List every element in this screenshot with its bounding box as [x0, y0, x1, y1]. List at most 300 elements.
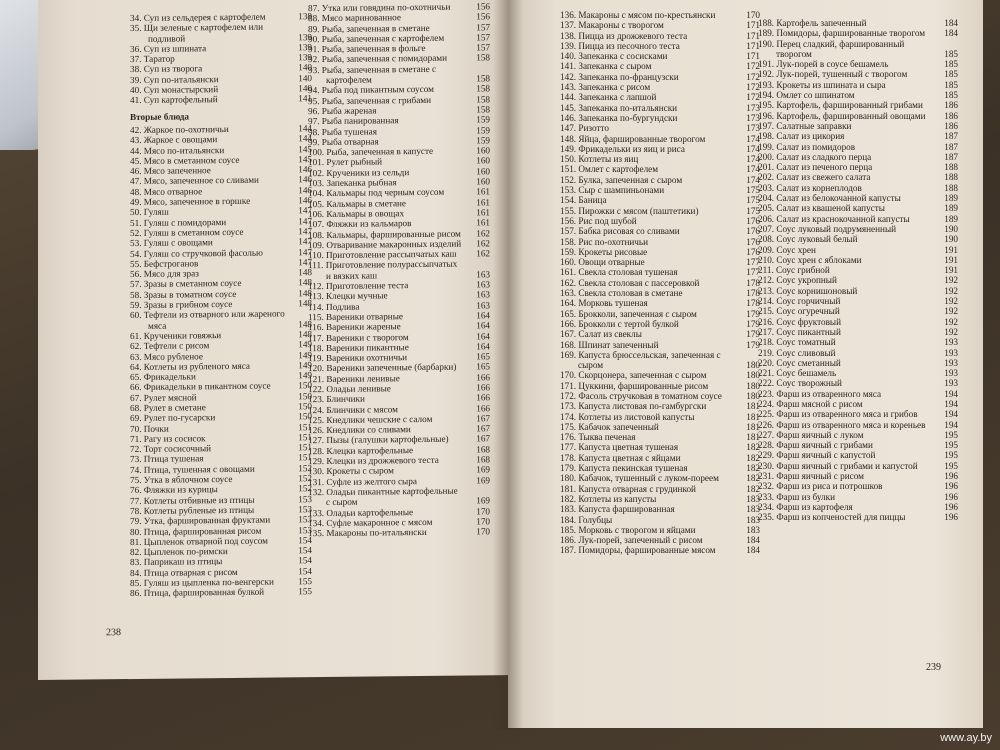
toc-entry-text: Брокколи, запеченная с сыром	[578, 308, 697, 319]
toc-entry	[560, 226, 760, 236]
toc-entry-title	[758, 39, 932, 60]
toc-entry-page: 184	[746, 535, 760, 546]
toc-entry-title	[560, 370, 734, 380]
toc-entry-page: 139	[298, 52, 312, 63]
toc-entry-page: 194	[944, 409, 958, 420]
toc-entry-page: 160	[476, 155, 490, 166]
toc-entry	[758, 481, 958, 491]
toc-entry-text: Запеканка с рисом	[578, 82, 651, 93]
toc-entry-number: 170.	[560, 370, 577, 381]
toc-entry-number: 49.	[130, 196, 142, 208]
toc-entry-text: Салат из печеного перца	[776, 162, 873, 173]
toc-entry-title	[130, 94, 286, 106]
toc-entry	[560, 51, 760, 61]
toc-entry-number: 99.	[308, 136, 320, 148]
toc-entry-text: Соус горчичный	[776, 296, 841, 307]
toc-entry-page: 175	[746, 205, 760, 216]
toc-entry	[560, 72, 760, 82]
toc-entry-number: 73.	[130, 454, 142, 465]
toc-entry-number: 125.	[308, 414, 325, 426]
toc-entry-page: 157	[476, 21, 490, 33]
toc-entry	[560, 10, 760, 20]
toc-entry-page: 175	[746, 195, 760, 206]
toc-entry-page: 148	[298, 329, 312, 340]
toc-entry-page: 169	[476, 464, 490, 475]
toc-entry-title	[758, 420, 932, 430]
toc-entry-number: 140.	[560, 51, 577, 62]
toc-entry	[758, 193, 958, 203]
toc-entry-number: 120.	[308, 363, 325, 374]
toc-entry-number: 158.	[560, 236, 577, 247]
toc-entry-title	[560, 298, 734, 308]
toc-entry-page: 180	[746, 360, 760, 371]
toc-entry-number: 219.	[758, 347, 775, 358]
right-page	[508, 0, 983, 728]
toc-entry-number: 90.	[308, 33, 320, 45]
toc-entry-number: 215.	[758, 306, 775, 317]
toc-entry-number: 133.	[308, 507, 325, 518]
toc-entry-page: 187	[944, 151, 958, 162]
toc-entry-number: 206.	[758, 213, 775, 224]
toc-entry-title	[758, 286, 932, 296]
toc-entry-title	[758, 172, 932, 182]
toc-entry-page: 185	[944, 48, 958, 59]
toc-entry-text: Капуста листовая по-гамбургски	[578, 401, 707, 412]
toc-entry-text: Птица, тушенная с овощами	[143, 463, 255, 475]
left-page	[38, 0, 508, 680]
toc-entry-page: 160	[476, 145, 490, 156]
toc-entry-number: 185.	[560, 524, 577, 535]
toc-entry-number: 63.	[130, 351, 142, 362]
toc-entry-text: Салат из корнеплодов	[776, 182, 862, 193]
toc-entry-text: Запеканка с лапшой	[578, 92, 657, 103]
toc-entry-page: 164	[476, 330, 490, 341]
toc-entry-number: 222.	[758, 378, 775, 389]
toc-entry	[560, 185, 760, 195]
toc-entry-page: 148	[298, 277, 312, 288]
toc-entry-page: 192	[944, 326, 958, 337]
toc-entry-page: 195	[944, 460, 958, 471]
toc-entry-title	[758, 409, 932, 419]
toc-entry-title	[560, 525, 734, 535]
toc-entry-number: 108.	[308, 229, 325, 240]
toc-entry-title	[560, 195, 734, 205]
toc-entry	[758, 111, 958, 121]
toc-entry-title	[560, 267, 734, 277]
toc-entry-page: 172	[746, 71, 760, 82]
toc-entry-text: Сыр с шампиньонами	[578, 185, 665, 196]
toc-entry-number: 122.	[308, 383, 325, 395]
toc-entry-number: 113.	[308, 291, 324, 302]
toc-entry-text: Запеканка с сосисками	[578, 51, 668, 62]
toc-entry-text: Рыба, запеченная в сметане с картофелем	[321, 63, 437, 86]
toc-entry-page: 147	[298, 226, 312, 237]
toc-entry-text: Соус грибной	[776, 265, 830, 276]
toc-entry-text: Помидоры, фаршированные творогом	[776, 28, 926, 39]
toc-entry-page: 180	[746, 370, 760, 381]
toc-entry	[758, 317, 958, 327]
toc-entry-title	[758, 358, 932, 368]
toc-entry-number: 103.	[308, 178, 325, 189]
toc-entry-text: Рыба, запеченная с помидорами	[321, 53, 448, 65]
toc-entry-title	[560, 453, 734, 463]
toc-entry-number: 186.	[560, 535, 577, 546]
toc-entry-page: 194	[944, 419, 958, 430]
toc-entry-page: 173	[746, 112, 760, 123]
toc-entry	[560, 515, 760, 525]
toc-entry-text: Суп из творога	[143, 63, 203, 75]
toc-entry-text: Фарш яичный с рисом	[776, 471, 864, 482]
toc-entry	[758, 59, 958, 69]
toc-entry-title	[560, 463, 734, 473]
toc-entry-text: Щи зеленые с картофелем или подливой	[143, 21, 264, 44]
toc-entry-text: Оладьи пикантные картофельные с сыром	[326, 485, 458, 508]
toc-entry-text: Фрикадельки	[143, 371, 196, 382]
toc-entry-page: 140	[298, 62, 312, 73]
toc-entry-page: 152	[298, 483, 312, 494]
toc-entry-number: 214.	[758, 296, 775, 307]
toc-entry	[758, 327, 958, 337]
toc-entry-text: Суфле из желтого сыра	[326, 475, 417, 487]
toc-entry-text: Приготовление полурассыпчатых и вязких каш	[325, 259, 458, 281]
toc-entry-title	[758, 430, 932, 440]
toc-entry-title	[758, 440, 932, 450]
page-number-right: 239	[926, 662, 941, 673]
toc-entry-number: 115.	[308, 311, 324, 323]
toc-entry-title	[560, 113, 734, 123]
toc-entry-number: 105.	[308, 198, 325, 209]
toc-entry-text: Птица, фаршированная булкой	[143, 586, 265, 599]
toc-entry-number: 151.	[560, 164, 577, 175]
toc-entry-page: 145	[298, 153, 312, 165]
toc-entry-page: 192	[944, 296, 958, 307]
toc-entry-text: Капуста пекинская тушеная	[578, 463, 688, 474]
toc-entry-number: 132.	[308, 486, 325, 498]
toc-entry-number: 79.	[130, 516, 142, 527]
toc-entry-number: 192.	[758, 69, 775, 80]
toc-entry-title	[560, 515, 734, 525]
toc-entry-page: 196	[944, 491, 958, 502]
toc-entry-number: 169.	[560, 349, 577, 360]
toc-entry-number: 107.	[308, 219, 325, 230]
toc-entry	[130, 21, 312, 43]
toc-entry-page: 192	[944, 316, 958, 327]
toc-entry-text: Соус томатный	[776, 337, 836, 348]
toc-entry-text: Суфле макаронное с мясом	[326, 516, 433, 528]
toc-entry-text: Цыпленок по-римски	[143, 546, 228, 558]
toc-entry-text: Кнедлики со сливами	[326, 424, 411, 436]
toc-entry-number: 128.	[308, 445, 325, 456]
toc-entry	[758, 28, 958, 38]
toc-entry	[758, 378, 958, 388]
toc-entry-text: Соус укропный	[776, 275, 837, 286]
toc-entry-page: 150	[298, 390, 312, 401]
toc-entry	[758, 399, 958, 409]
toc-entry	[308, 259, 490, 281]
toc-entry	[758, 420, 958, 430]
toc-entry-title	[758, 18, 932, 28]
toc-entry-number: 163.	[560, 288, 577, 299]
toc-entry-page: 144	[298, 123, 312, 134]
page-number-left: 238	[106, 627, 121, 639]
toc-entry	[758, 142, 958, 152]
toc-entry-page: 158	[476, 83, 490, 94]
toc-entry	[560, 144, 760, 154]
toc-entry-text: Мясо для зраз	[143, 268, 199, 280]
toc-entry-title	[560, 442, 734, 452]
toc-entry-text: Запеканка по-итальянски	[578, 102, 678, 113]
toc-entry-text: Фасоль стручковая в томатном соусе	[578, 390, 722, 401]
toc-entry-title	[758, 90, 932, 100]
toc-entry-title	[308, 63, 464, 85]
toc-entry-number: 203.	[758, 182, 775, 193]
toc-entry-text: Крокеты с сыром	[326, 465, 394, 477]
toc-entry-number: 35.	[130, 23, 142, 34]
toc-entry-number: 196.	[758, 110, 775, 121]
toc-entry-number: 77.	[130, 495, 142, 506]
toc-entry-text: Фарш яичный с грибами	[776, 440, 873, 451]
toc-entry-page: 183	[746, 514, 760, 525]
toc-entry-title	[560, 51, 734, 61]
toc-entry-text: Мясо в сметанном соусе	[143, 154, 240, 166]
toc-entry	[758, 39, 958, 60]
toc-entry-number: 78.	[130, 505, 142, 516]
toc-entry	[560, 206, 760, 216]
toc-entry-number: 184.	[560, 514, 577, 525]
toc-entry-title	[560, 10, 734, 20]
toc-entry-title	[560, 82, 734, 92]
toc-entry-text: Капуста брюссельская, запеченная с сыром	[578, 349, 721, 371]
toc-entry-number: 160.	[560, 257, 577, 268]
toc-entry-page: 191	[944, 244, 958, 255]
toc-entry-page: 160	[476, 166, 490, 177]
toc-entry-number: 210.	[758, 254, 775, 265]
toc-entry-number: 57.	[130, 279, 142, 290]
toc-entry-text: Суп по-итальянски	[143, 73, 219, 85]
toc-entry-number: 76.	[130, 485, 142, 496]
toc-entry-text: Фрикадельки из яиц и риса	[578, 143, 685, 154]
toc-entry-text: Мясо, запеченное в горшке	[143, 195, 251, 207]
toc-entry-number: 45.	[130, 155, 142, 166]
toc-entry-text: Приготовление теста	[326, 280, 409, 291]
toc-entry-page: 195	[944, 429, 958, 440]
toc-entry-number: 231.	[758, 471, 775, 482]
toc-entry-text: Овощи отварные	[578, 257, 645, 268]
toc-entry-text: Фарш из копченостей для пиццы	[776, 512, 906, 523]
toc-entry-page: 188	[944, 162, 958, 173]
toc-entry-number: 157.	[560, 226, 577, 237]
toc-entry	[560, 422, 760, 432]
toc-entry	[758, 296, 958, 306]
toc-entry-page: 174	[746, 143, 760, 154]
toc-entry-text: Подлива	[326, 301, 360, 312]
toc-entry-page: 196	[944, 471, 958, 482]
toc-entry-number: 226.	[758, 419, 775, 430]
toc-entry-text: Соус сливовый	[776, 347, 836, 358]
toc-entry	[560, 257, 760, 267]
toc-entry-text: Утка, фаршированная фруктами	[143, 514, 271, 527]
toc-entry-page: 147	[298, 236, 312, 247]
toc-entry-page: 181	[746, 411, 760, 422]
toc-entry-number: 64.	[130, 361, 142, 372]
toc-entry-number: 221.	[758, 368, 775, 379]
toc-entry-page: 182	[746, 452, 760, 463]
toc-entry	[560, 31, 760, 41]
toc-entry-page: 187	[944, 131, 958, 142]
toc-entry-text: Лук-порей, запеченный с рисом	[578, 535, 703, 546]
toc-entry-number: 175.	[560, 421, 577, 432]
toc-entry-text: Бабка рисовая со сливами	[578, 226, 680, 237]
toc-entry-number: 55.	[130, 258, 142, 269]
toc-entry-title	[758, 255, 932, 265]
toc-entry-text: Соус корнишоновый	[776, 285, 858, 296]
toc-entry-title	[560, 350, 734, 371]
toc-entry-page: 161	[476, 207, 490, 218]
toc-entry-number: 200.	[758, 151, 775, 162]
toc-entry-text: Котлеты из капусты	[578, 493, 657, 504]
toc-entry-text: Рыба жареная	[321, 105, 377, 116]
toc-entry	[758, 440, 958, 450]
toc-entry-text: Вареники жареные	[326, 321, 401, 333]
toc-entry-text: Фарш яичный с капустой	[776, 450, 876, 461]
toc-entry	[758, 306, 958, 316]
toc-entry-number: 117.	[308, 332, 324, 343]
toc-entry-text: Гуляш со стручковой фасолью	[143, 247, 263, 259]
toc-entry-text: Рулет мясной	[143, 392, 197, 403]
toc-entry-page: 167	[476, 433, 490, 444]
toc-entry-number: 154.	[560, 195, 577, 206]
toc-entry-title	[308, 527, 464, 539]
toc-entry-title	[758, 306, 932, 316]
toc-entry	[560, 195, 760, 205]
toc-entry-title	[560, 175, 734, 185]
toc-entry-page: 140	[298, 72, 312, 84]
toc-entry	[560, 504, 760, 514]
toc-entry-number: 190.	[758, 38, 775, 49]
toc-entry-page: 192	[944, 285, 958, 296]
toc-entry-page: 170	[476, 526, 490, 537]
toc-entry-title	[758, 502, 932, 512]
toc-entry	[758, 255, 958, 265]
toc-entry-text: Тефтели с рисом	[143, 340, 210, 352]
toc-entry-number: 110.	[308, 250, 324, 261]
toc-column-left-2	[308, 1, 490, 538]
toc-entry-number: 176.	[560, 432, 577, 443]
toc-entry-number: 48.	[130, 186, 142, 197]
toc-entry-text: Свекла столовая с пассеровкой	[578, 277, 700, 288]
toc-entry-text: Вторые блюда	[130, 111, 190, 122]
toc-entry-number: 183.	[560, 504, 577, 515]
toc-entry-page: 148	[298, 287, 312, 298]
toc-entry-page: 174	[746, 164, 760, 175]
toc-entry-number: 225.	[758, 409, 775, 420]
toc-entry-text: Соус сметанный	[776, 357, 841, 368]
toc-entry-page: 196	[944, 481, 958, 492]
toc-entry-page: 152	[298, 462, 312, 474]
toc-entry-number: 164.	[560, 298, 577, 309]
toc-entry-page: 187	[944, 141, 958, 152]
toc-entry-number: 123.	[308, 394, 325, 405]
toc-entry-title	[560, 319, 734, 329]
toc-entry-number: 80.	[130, 526, 142, 537]
toc-entry-text: Кальмары в овощах	[326, 208, 405, 219]
toc-entry-text: Запеканка по-французски	[578, 71, 679, 82]
toc-entry-title	[560, 123, 734, 133]
toc-entry-number: 34.	[130, 12, 142, 24]
toc-entry-text: Рулет в сметане	[143, 402, 206, 413]
toc-entry	[560, 391, 760, 401]
toc-entry-title	[758, 296, 932, 306]
toc-entry	[560, 381, 760, 391]
toc-entry-page: 170	[476, 516, 490, 527]
toc-entry-title	[758, 224, 932, 234]
toc-entry-page: 189	[944, 213, 958, 224]
toc-entry-text: Тефтели из отварного или жареного мяса	[143, 308, 285, 331]
toc-entry-number: 181.	[560, 483, 577, 494]
toc-entry-text: Помидоры, фаршированные мясом	[578, 545, 716, 556]
toc-entry-page: 145	[298, 143, 312, 154]
toc-entry-number: 229.	[758, 450, 775, 461]
toc-entry-number: 75.	[130, 474, 142, 486]
toc-entry-page: 176	[746, 226, 760, 237]
toc-entry-text: Рис по-охотничьи	[578, 236, 649, 247]
toc-entry	[560, 473, 760, 483]
toc-entry-number: 165.	[560, 308, 577, 319]
toc-entry-title	[560, 340, 734, 350]
toc-entry-page: 184	[944, 28, 958, 39]
toc-entry-number: 50.	[130, 207, 142, 218]
toc-entry-page: 146	[298, 195, 312, 206]
toc-entry-title	[560, 237, 734, 247]
toc-entry-page: 171	[746, 40, 760, 51]
toc-entry-title	[758, 162, 932, 172]
toc-entry	[758, 286, 958, 296]
toc-entry-title	[560, 432, 734, 442]
toc-entry-page: 179	[746, 308, 760, 319]
toc-entry-title	[758, 245, 932, 255]
toc-entry-page: 193	[944, 337, 958, 348]
toc-entry-title	[560, 226, 734, 236]
section-heading	[130, 110, 312, 122]
toc-entry-number: 61.	[130, 330, 142, 341]
toc-entry-text: Котлеты рубленые из птицы	[143, 504, 255, 516]
toc-entry	[560, 41, 760, 51]
toc-entry	[758, 152, 958, 162]
toc-entry	[758, 245, 958, 255]
toc-entry-text: Капуста цветная тушеная	[578, 442, 679, 453]
toc-entry-page: 148	[298, 267, 312, 278]
toc-entry-number: 62.	[130, 341, 142, 352]
toc-entry	[758, 471, 958, 481]
toc-entry-text: Суп монастырский	[143, 84, 219, 95]
toc-entry-number: 97.	[308, 116, 320, 127]
toc-entry-page: 147	[298, 246, 312, 257]
toc-entry-text: Рыба, запеченная с картофелем	[321, 32, 445, 44]
toc-entry-text: Мясо рубленое	[143, 350, 203, 362]
toc-entry-number: 233.	[758, 491, 775, 502]
toc-entry-title	[758, 111, 932, 121]
toc-entry-page: 163	[476, 289, 490, 300]
toc-entry-number: 58.	[130, 289, 142, 300]
toc-entry-text: Бефстроганов	[143, 258, 199, 269]
toc-entry-page: 173	[746, 102, 760, 113]
toc-entry-page: 156	[476, 11, 490, 22]
toc-entry-text: Морковь с творогом и яйцами	[578, 524, 696, 535]
toc-entry-text: Приготовление рассыпчатых каш	[326, 248, 457, 261]
toc-entry-title	[758, 512, 932, 522]
toc-entry-title	[560, 329, 734, 339]
toc-entry	[560, 20, 760, 30]
